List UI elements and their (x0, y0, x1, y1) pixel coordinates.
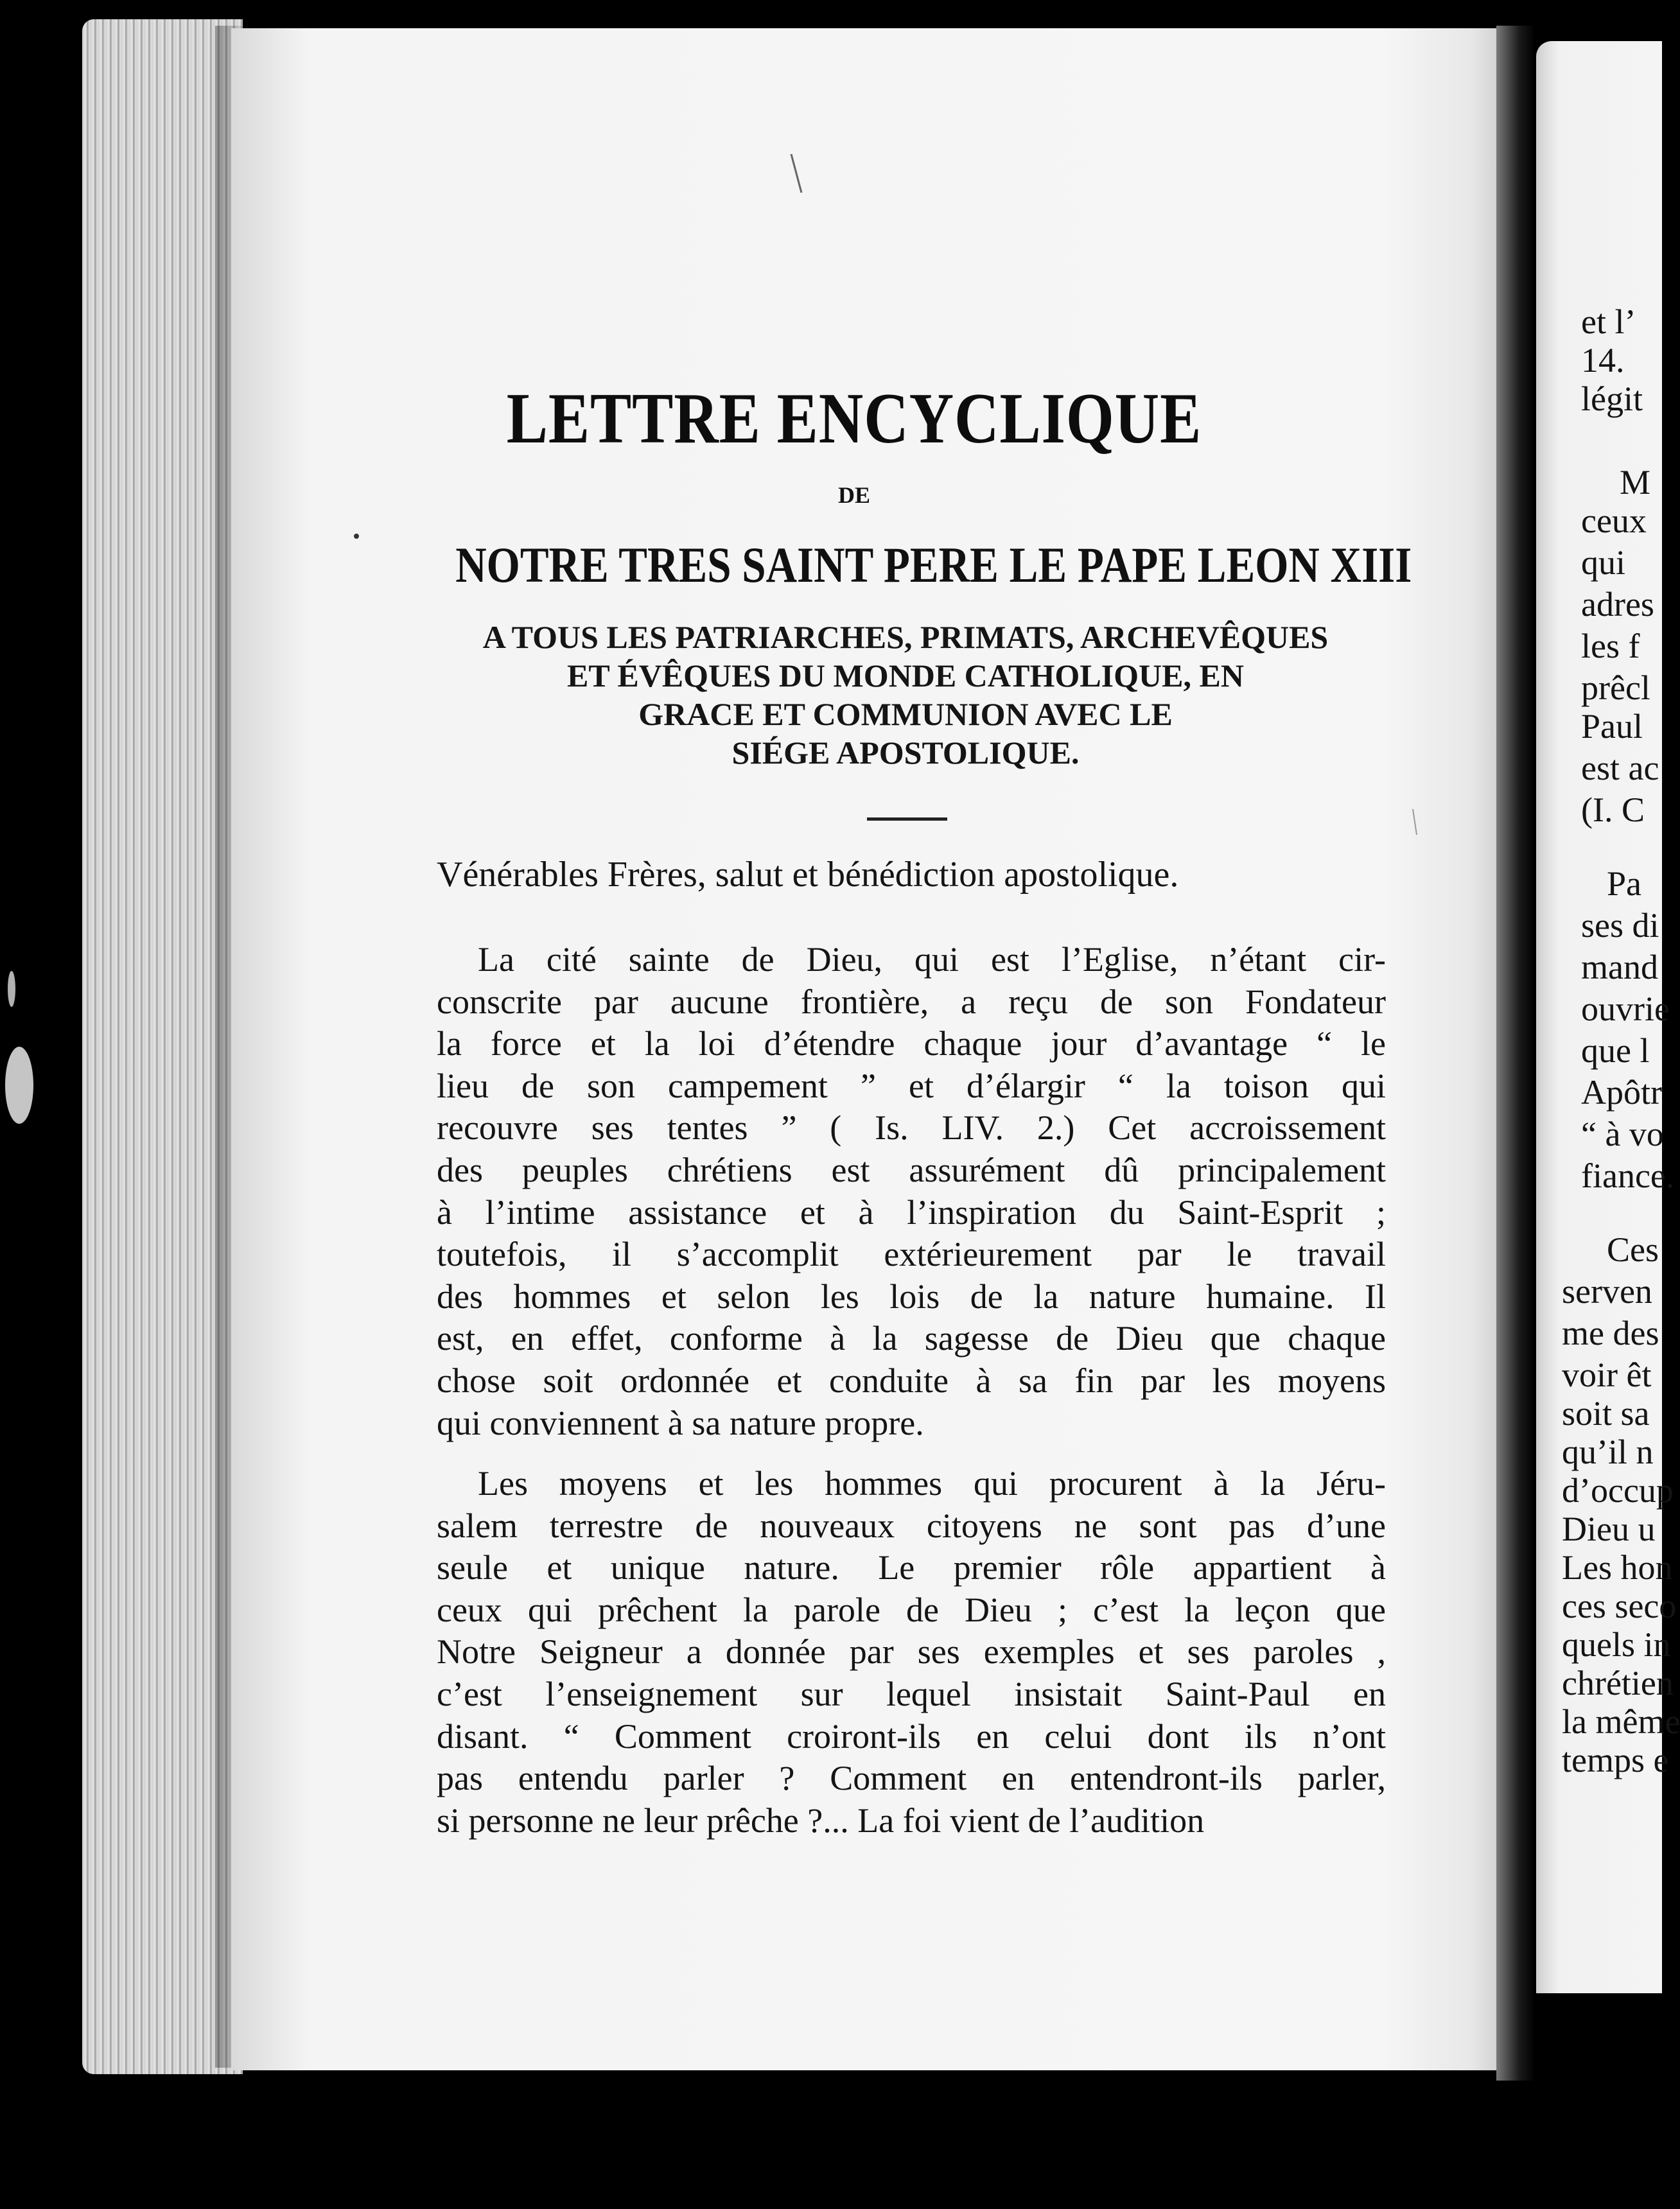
recipients-line: SIÉGE APOSTOLIQUE. (731, 735, 1080, 771)
text-line: est, en effet, conforme à la sagesse de Dieu que chaque (437, 1319, 1386, 1358)
text-line: La cité sainte de Dieu, qui est l’Eglise, n’étant cir- (478, 940, 1386, 979)
facing-text-fragment: Paul (1581, 707, 1643, 746)
facing-text-fragment: 14. (1581, 341, 1625, 380)
text-line: Notre Seigneur a donnée par ses exemples et ses paroles , (437, 1632, 1386, 1672)
scan-speck (5, 1047, 33, 1124)
text-line: c’est l’enseignement sur lequel insistait Saint-Paul en (437, 1674, 1386, 1713)
facing-text-fragment: légit (1581, 380, 1643, 418)
text-line: pas entendu parler ? Comment en entendront-ils parler, (437, 1759, 1386, 1798)
facing-text-fragment: serven (1562, 1272, 1652, 1311)
recipients-line: A TOUS LES PATRIARCHES, PRIMATS, ARCHEVÊQUES (482, 619, 1329, 655)
book-gutter (1496, 26, 1535, 2081)
facing-text-fragment: ces seco (1562, 1587, 1677, 1625)
document-title: LETTRE ENCYCLIQUE (506, 379, 1202, 458)
text-line: chose soit ordonnée et conduite à sa fin par les moyens (437, 1361, 1386, 1400)
facing-text-fragment: Dieu u (1562, 1510, 1656, 1548)
text-line: conscrite par aucune frontière, a reçu de son Fondateur (437, 982, 1386, 1021)
text-line: des hommes et selon les lois de la nature humaine. Il (437, 1277, 1386, 1316)
text-line: la force et la loi d’étendre chaque jour d’avantage “ le (437, 1024, 1386, 1063)
text-line: lieu de son campement ” et d’élargir “ la toison qui (437, 1066, 1386, 1105)
text-line: Les moyens et les hommes qui procurent à la Jéru- (478, 1464, 1386, 1503)
facing-text-fragment: Apôtr (1581, 1073, 1662, 1112)
facing-text-fragment: les f (1581, 627, 1640, 665)
text-line: disant. “ Comment croiront-ils en celui dont ils n’ont (437, 1716, 1386, 1756)
facing-text-fragment: Pa (1607, 864, 1641, 903)
facing-text-fragment: et l’ (1581, 302, 1636, 341)
title-connector: DE (837, 482, 870, 508)
recipients-block (424, 618, 1387, 772)
text-line: toutefois, il s’accomplit extérieurement par le travail (437, 1235, 1386, 1274)
facing-text-fragment: la même (1562, 1702, 1680, 1741)
facing-text-fragment: adres (1581, 585, 1654, 624)
text-line: recouvre ses tentes ” ( Is. LIV. 2.) Cet accroissement (437, 1108, 1386, 1148)
facing-text-fragment: temps e (1562, 1741, 1669, 1779)
salutation: Vénérables Frères, salut et bénédiction apostolique. (437, 855, 1179, 895)
facing-text-fragment: M (1620, 463, 1651, 502)
facing-text-fragment: est ac (1581, 749, 1659, 787)
paragraph-2 (437, 1463, 1386, 1842)
text-line: seule et unique nature. Le premier rôle appartient à (437, 1548, 1386, 1587)
recipients-line: ET ÉVÊQUES DU MONDE CATHOLIQUE, EN (567, 658, 1244, 694)
facing-text-fragment: qu’il n (1562, 1433, 1654, 1471)
facing-text-fragment: Les hon (1562, 1548, 1673, 1587)
facing-text-fragment: chrétien (1562, 1664, 1674, 1702)
facing-text-fragment: que l (1581, 1031, 1650, 1070)
text-line: ceux qui prêchent la parole de Dieu ; c’est la leçon que (437, 1590, 1386, 1629)
text-line: à l’intime assistance et à l’inspiration du Saint-Esprit ; (437, 1192, 1386, 1232)
facing-text-fragment: fiance. (1581, 1157, 1675, 1195)
facing-text-fragment: Ces (1607, 1230, 1659, 1269)
recipients-line: GRACE ET COMMUNION AVEC LE (638, 696, 1173, 732)
facing-text-fragment: (I. C (1581, 790, 1645, 829)
facing-text-fragment: “ à vo (1581, 1115, 1664, 1153)
facing-text-fragment: me des (1562, 1314, 1659, 1352)
paragraph-1 (437, 939, 1386, 1444)
scan-speck (8, 971, 15, 1007)
facing-text-fragment: d’occup (1562, 1471, 1674, 1510)
facing-text-fragment: ceux (1581, 502, 1647, 540)
section-divider (867, 817, 947, 821)
facing-text-fragment: voir êt (1562, 1356, 1652, 1394)
facing-text-fragment: quels in (1562, 1625, 1671, 1664)
text-line: si personne ne leur prêche ?... La foi vient de l’audition (437, 1801, 1205, 1840)
text-line: salem terrestre de nouveaux citoyens ne sont pas d’une (437, 1506, 1386, 1545)
facing-text-fragment: prêcl (1581, 668, 1650, 707)
text-line: des peuples chrétiens est assurément dû principalement (437, 1150, 1386, 1189)
facing-text-fragment: mand (1581, 948, 1658, 986)
facing-text-fragment: soit sa (1562, 1394, 1650, 1433)
facing-text-fragment: ses di (1581, 906, 1659, 945)
facing-text-fragment: ouvrie (1581, 990, 1670, 1028)
text-line: qui conviennent à sa nature propre. (437, 1403, 924, 1442)
facing-text-fragment: qui (1581, 543, 1626, 582)
document-addressee: NOTRE TRES SAINT PERE LE PAPE LEON XIII (455, 537, 1412, 593)
